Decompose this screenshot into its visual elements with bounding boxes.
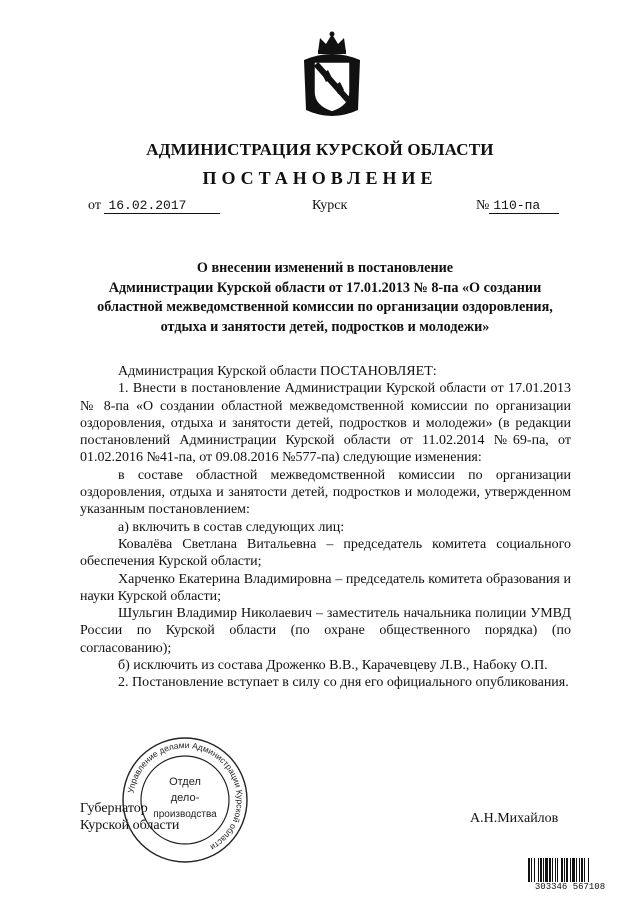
signatory-name: А.Н.Михайлов bbox=[470, 811, 559, 826]
person-entry: Харченко Екатерина Владимировна – председатель комитета образования и науки Курской области; bbox=[80, 571, 571, 604]
organization-heading: АДМИНИСТРАЦИЯ КУРСКОЙ ОБЛАСТИ bbox=[146, 140, 494, 159]
stamp-line: Отдел bbox=[169, 776, 201, 788]
item-b: б) исключить из состава Дроженко В.В., Карачевцеву Л.В., Набоку О.П. bbox=[118, 658, 548, 674]
document-date bbox=[88, 198, 220, 214]
document-type-heading: ПОСТАНОВЛЕНИЕ bbox=[202, 168, 438, 188]
title-line: отдыха и занятости детей, подростков и молодежи» bbox=[160, 318, 490, 335]
coat-of-arms-icon bbox=[298, 30, 366, 118]
position-line: Курской области bbox=[80, 818, 180, 833]
document-city: Курск bbox=[312, 198, 348, 213]
person-entry: Ковалёва Светлана Витальевна – председатель комитета социального обеспечения Курской области; bbox=[80, 536, 571, 570]
stamp-line: производства bbox=[153, 809, 217, 820]
paragraph-2: 2. Постановление вступает в силу со дня его официального опубликования. bbox=[118, 675, 569, 691]
item-a: а) включить в состав следующих лиц: bbox=[118, 519, 345, 535]
paragraph-1: 1. Внести в постановление Администрации Курской области от 17.01.2013 № 8-па «О создании областной межведомственной комиссии по организации оздоровления, отдыха и занятости детей, подростков и молодежи» (в редакции постановлений Администрации Курской области от 11.02.2014 №69-па, от 01.02.2016 №41-па, от 09.08.2016 №577-па) следующие изменения: bbox=[80, 381, 571, 466]
paragraph-1a: в составе областной межведомственной комиссии по организации оздоровления, отдыха и занятости детей, подростков и молодежи, утвержденном указанным постановлением: bbox=[80, 467, 571, 518]
person-entry: Шульгин Владимир Николаевич – заместитель начальника полиции УМВД России по Курской области (по охране общественного порядка) (по согласованию); bbox=[80, 606, 571, 656]
document-body bbox=[80, 363, 571, 692]
date-prefix: от bbox=[88, 198, 101, 213]
title-line: областной межведомственной комиссии по организации оздоровления, bbox=[97, 299, 553, 315]
stamp-line: дело- bbox=[170, 792, 200, 804]
title-line: О внесении изменений в постановление bbox=[196, 260, 454, 276]
office-stamp bbox=[120, 735, 250, 865]
preamble: Администрация Курской области ПОСТАНОВЛЯЕТ: bbox=[118, 364, 437, 379]
date-value: 16.02.2017 bbox=[104, 198, 220, 214]
title-line: Администрации Курской области от 17.01.2013 № 8-па «О создании bbox=[108, 279, 542, 296]
position-line: Губернатор bbox=[80, 801, 148, 816]
document-title bbox=[80, 259, 570, 337]
barcode-number: 303346 567108 bbox=[526, 882, 614, 892]
stamp-ring-text: Управление делами Администрации Курской области bbox=[125, 739, 246, 853]
number-value: 110-па bbox=[489, 198, 559, 214]
document-number bbox=[476, 198, 559, 214]
number-prefix: № bbox=[476, 198, 490, 213]
